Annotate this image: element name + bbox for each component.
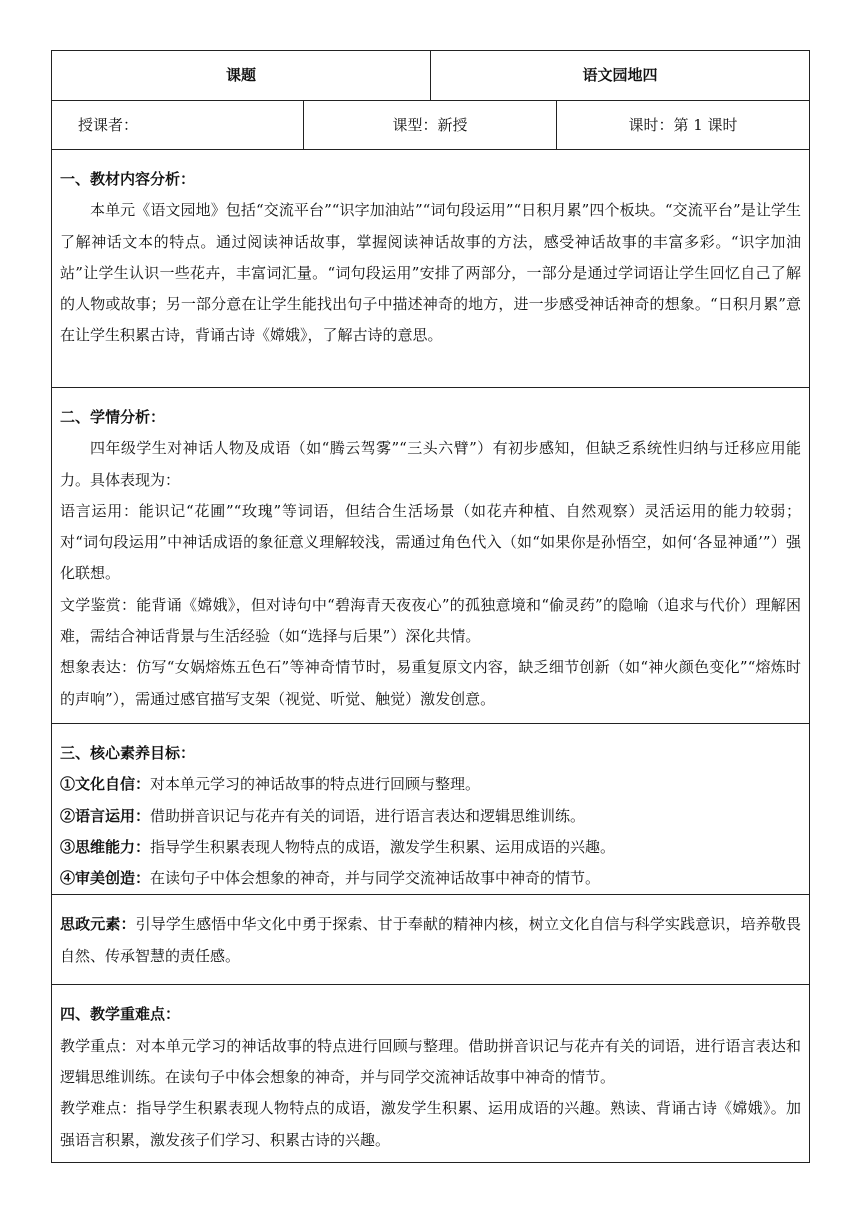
goal-item bbox=[60, 801, 801, 832]
goal-text: 借助拼音识记与花卉有关的词语，进行语言表达和逻辑思维训练。 bbox=[150, 806, 586, 825]
teacher-label: 授课者： bbox=[52, 101, 304, 150]
materials-paragraph: 本单元《语文园地》包括“交流平台”“识字加油站”“词句段运用”“日积月累”四个板块。“交流平台”是让学生了解神话文本的特点。通过阅读神话故事，掌握阅读神话故事的方法，感受神话故事的丰富多彩。“识字加油站”让学生认识一些花卉，丰富词汇量。“词句段运用”安排了两部分，一部分是通过学词语让学生回忆自己了解的人物或故事；另一部分意在让学生能找出句子中描述神奇的地方，进一步感受神话神奇的想象。“日积月累”意在让学生积累古诗，背诵古诗《嫦娥》，了解古诗的意思。 bbox=[60, 201, 802, 345]
section-title: 三、核心素养目标： bbox=[60, 744, 196, 762]
topic-row bbox=[52, 51, 810, 101]
section-goals-row bbox=[52, 724, 810, 895]
info-row bbox=[52, 101, 810, 150]
ideology-label: 思政元素： bbox=[60, 915, 136, 934]
section-keypoints-row bbox=[52, 985, 810, 1163]
students-item: 语言运用：能识记“花圃”“玫瑰”等词语，但结合生活场景（如花卉种植、自然观察）灵活运用的能力较弱；对“词句段运用”中神话成语的象征意义理解较浅，需通过角色代入（如“如果你是孙悟空，如何‘各显神通’”）强化联想。 bbox=[60, 501, 802, 583]
section-materials-row bbox=[52, 150, 810, 388]
topic-value: 语文园地四 bbox=[431, 51, 810, 101]
goal-item bbox=[60, 769, 801, 800]
students-item: 想象表达：仿写“女娲熔炼五色石”等神奇情节时，易重复原文内容，缺乏细节创新（如“神火颜色变化”“熔炼时的声响”），需通过感官描写支架（视觉、听觉、触觉）激发创意。 bbox=[60, 658, 802, 708]
lesson-plan-table bbox=[51, 50, 810, 1163]
key-points: 教学重点：对本单元学习的神话故事的特点进行回顾与整理。借助拼音识记与花卉有关的词语，进行语言表达和逻辑思维训练。在读句子中体会想象的神奇，并与同学交流神话故事中神奇的情节。 bbox=[60, 1036, 802, 1087]
section-keypoints bbox=[52, 985, 810, 1163]
goal-label: ②语言运用： bbox=[60, 806, 151, 825]
section-title: 二、学情分析： bbox=[60, 408, 166, 426]
goal-item bbox=[60, 832, 801, 863]
goal-item bbox=[60, 863, 801, 894]
students-item: 文学鉴赏：能背诵《嫦娥》，但对诗句中“碧海青天夜夜心”的孤独意境和“偷灵药”的隐喻（追求与代价）理解困难，需结合神话背景与生活经验（如“选择与后果”）深化共情。 bbox=[60, 595, 802, 646]
section-students bbox=[52, 388, 810, 724]
students-intro: 四年级学生对神话人物及成语（如“腾云驾雾”“三头六臂”）有初步感知，但缺乏系统性归纳与迁移应用能力。具体表现为： bbox=[60, 439, 802, 489]
section-title: 四、教学重难点： bbox=[60, 1005, 181, 1024]
topic-label: 课题 bbox=[52, 51, 431, 101]
goal-text: 指导学生积累表现人物特点的成语，激发学生积累、运用成语的兴趣。 bbox=[150, 837, 616, 856]
ideology-text: 引导学生感悟中华文化中勇于探索、甘于奉献的精神内核，树立文化自信与科学实践意识，培养敬畏自然、传承智慧的责任感。 bbox=[60, 915, 802, 965]
section-materials bbox=[52, 150, 810, 388]
section-title: 一、教材内容分析： bbox=[60, 170, 196, 188]
ideology-row bbox=[52, 895, 810, 985]
lesson-type: 课型：新授 bbox=[304, 101, 557, 150]
section-goals bbox=[52, 724, 810, 895]
lesson-hours: 课时：第 1 课时 bbox=[557, 101, 810, 150]
lesson-plan-page bbox=[51, 50, 809, 1163]
ideology-paragraph bbox=[60, 909, 801, 972]
section-students-row bbox=[52, 388, 810, 724]
difficult-points: 教学难点：指导学生积累表现人物特点的成语，激发学生积累、运用成语的兴趣。熟读、背诵古诗《嫦娥》。加强语言积累，激发孩子们学习、积累古诗的兴趣。 bbox=[60, 1099, 802, 1149]
goal-text: 在读句子中体会想象的神奇，并与同学交流神话故事中神奇的情节。 bbox=[150, 869, 601, 888]
goal-label: ①文化自信： bbox=[60, 775, 151, 794]
section-ideology bbox=[52, 895, 810, 985]
goal-label: ④审美创造： bbox=[60, 869, 151, 888]
goal-text: 对本单元学习的神话故事的特点进行回顾与整理。 bbox=[150, 775, 481, 794]
goal-label: ③思维能力： bbox=[60, 837, 151, 856]
